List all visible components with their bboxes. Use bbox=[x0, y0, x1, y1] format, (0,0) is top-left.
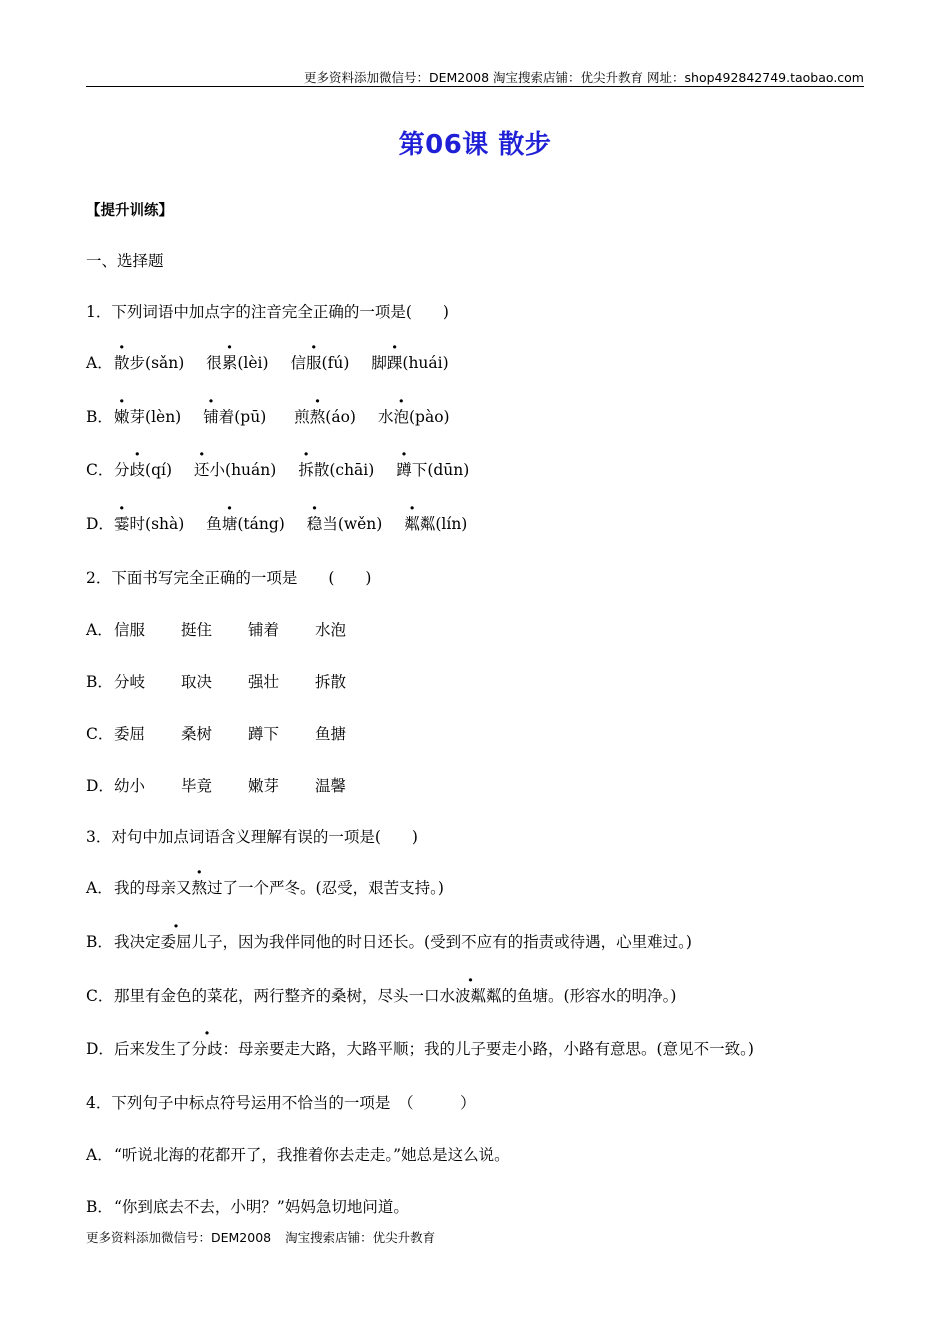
option-word: 蹲下 bbox=[248, 725, 280, 743]
dotted-word: 委屈 bbox=[160, 933, 192, 951]
option-text: “你到底去不去，小明？”妈妈急切地问道。 bbox=[114, 1198, 409, 1216]
option-word: 信服 bbox=[114, 621, 146, 639]
option-word: 取决 bbox=[181, 673, 213, 691]
q3-option-a bbox=[86, 878, 444, 898]
word-rest: (fú) bbox=[321, 354, 350, 372]
word-rest: 当(wěn) bbox=[322, 515, 383, 533]
option-word: 嫩芽 bbox=[248, 777, 280, 795]
dotted-char: 粼 bbox=[404, 515, 420, 533]
option-label: A． bbox=[86, 879, 113, 897]
word-rest: (áo) bbox=[325, 408, 356, 426]
word-rest: 步(sǎn) bbox=[129, 354, 185, 372]
option-word bbox=[206, 353, 268, 373]
word-part: 分 bbox=[114, 461, 130, 479]
sentence-post: 过了一个严冬。(忍受，艰苦支持。) bbox=[207, 879, 444, 897]
word-rest: 着(pū) bbox=[218, 408, 267, 426]
option-word bbox=[114, 514, 184, 534]
q1-option-a bbox=[86, 353, 471, 373]
option-word bbox=[203, 407, 266, 427]
option-word: 委屈 bbox=[114, 725, 146, 743]
option-word: 水泡 bbox=[315, 621, 347, 639]
option-label: C． bbox=[86, 725, 114, 743]
option-text: “听说北海的花都开了，我推着你去走走。”她总是这么说。 bbox=[114, 1146, 510, 1164]
sentence-post: 儿子，因为我伴同他的时日还长。(受到不应有的指责或待遇，心里难过。) bbox=[191, 933, 692, 951]
option-word bbox=[291, 353, 350, 373]
word-rest: (huái) bbox=[402, 354, 449, 372]
sentence-pre: 后来发生了 bbox=[114, 1040, 192, 1058]
dotted-char: 踝 bbox=[386, 354, 403, 372]
option-word: 幼小 bbox=[114, 777, 146, 795]
q1-option-b bbox=[86, 407, 472, 427]
q2-option-d bbox=[86, 776, 382, 796]
sentence-post: 的鱼塘。(形容水的明净。) bbox=[501, 987, 677, 1005]
option-label: B． bbox=[86, 933, 113, 951]
word-rest: 小(huán) bbox=[209, 461, 277, 479]
option-word bbox=[378, 407, 450, 427]
q3-option-c bbox=[86, 986, 676, 1006]
option-label: D． bbox=[86, 1040, 114, 1058]
q1-option-d bbox=[86, 514, 489, 534]
q3-option-b bbox=[86, 932, 692, 952]
option-word bbox=[114, 407, 181, 427]
option-word: 拆散 bbox=[315, 673, 347, 691]
q4-stem: 4．下列句子中标点符号运用不恰当的一项是 （ ） bbox=[86, 1094, 476, 1112]
dotted-char: 歧 bbox=[129, 461, 146, 479]
dotted-char: 累 bbox=[221, 354, 238, 372]
word-part: 煎 bbox=[294, 408, 310, 426]
option-word: 分岐 bbox=[114, 673, 146, 691]
lesson-title: 第06课 散步 bbox=[398, 130, 552, 160]
q3-option-d bbox=[86, 1039, 754, 1059]
word-rest: 时(shà) bbox=[129, 515, 185, 533]
word-part: 鱼 bbox=[206, 515, 222, 533]
word-rest: 散(chāi) bbox=[313, 461, 375, 479]
word-rest: (táng) bbox=[237, 515, 285, 533]
q2-option-b bbox=[86, 672, 382, 692]
dotted-word: 分歧 bbox=[191, 1040, 223, 1058]
word-rest: (lèi) bbox=[237, 354, 269, 372]
option-word: 挺住 bbox=[181, 621, 213, 639]
part-heading: 一、选择题 bbox=[86, 252, 164, 270]
dotted-char: 铺 bbox=[203, 408, 219, 426]
option-word bbox=[194, 460, 276, 480]
dotted-char: 还 bbox=[194, 461, 210, 479]
option-word: 毕竟 bbox=[181, 777, 213, 795]
dotted-char: 稳 bbox=[306, 515, 323, 533]
dotted-char: 塘 bbox=[221, 515, 238, 533]
q1-option-c bbox=[86, 460, 491, 480]
option-label: B． bbox=[86, 408, 113, 426]
option-label: C． bbox=[86, 461, 114, 479]
option-word: 桑树 bbox=[181, 725, 213, 743]
word-rest: (pào) bbox=[408, 408, 450, 426]
option-word bbox=[298, 460, 374, 480]
dotted-char: 蹲 bbox=[396, 461, 412, 479]
section-heading: 【提升训练】 bbox=[86, 203, 173, 219]
option-label: B． bbox=[86, 1198, 113, 1216]
option-word bbox=[396, 460, 469, 480]
q4-option-b bbox=[86, 1197, 409, 1217]
word-part: 信 bbox=[290, 354, 307, 372]
dotted-word: 熬 bbox=[191, 879, 208, 897]
q3-stem: 3．对句中加点词语含义理解有误的一项是( ) bbox=[86, 828, 418, 846]
footer-shop: 淘宝搜索店铺：优尖升教育 bbox=[285, 1230, 436, 1245]
option-label: A． bbox=[86, 621, 113, 639]
dotted-char: 泡 bbox=[393, 408, 409, 426]
option-word bbox=[206, 514, 285, 534]
word-part: 很 bbox=[206, 354, 222, 372]
option-word bbox=[371, 353, 448, 373]
dotted-char: 散 bbox=[114, 354, 130, 372]
dotted-char: 霎 bbox=[114, 515, 130, 533]
option-word bbox=[114, 353, 184, 373]
option-label: B． bbox=[86, 673, 113, 691]
dotted-word: 水波粼粼 bbox=[439, 987, 502, 1005]
word-rest: (qí) bbox=[145, 461, 173, 479]
word-rest: 粼(lín) bbox=[419, 515, 468, 533]
q1-stem: 1．下列词语中加点字的注音完全正确的一项是( ) bbox=[86, 303, 449, 321]
word-part: 脚 bbox=[371, 354, 387, 372]
option-word: 鱼搪 bbox=[315, 725, 347, 743]
word-rest: 下(dūn) bbox=[411, 461, 470, 479]
footer-wechat: 更多资料添加微信号：DEM2008 bbox=[86, 1230, 272, 1245]
option-label: C． bbox=[86, 987, 114, 1005]
option-word bbox=[114, 460, 172, 480]
option-label: D． bbox=[86, 777, 114, 795]
sentence-post: ：母亲要走大路，大路平顺；我的儿子要走小路，小路有意思。(意见不一致。) bbox=[222, 1040, 754, 1058]
option-word: 强壮 bbox=[248, 673, 280, 691]
option-label: A． bbox=[86, 354, 113, 372]
header-divider bbox=[86, 86, 864, 87]
option-word bbox=[307, 514, 383, 534]
dotted-char: 熬 bbox=[309, 408, 326, 426]
page-header: 更多资料添加微信号：DEM2008 淘宝搜索店铺：优尖升教育 网址：shop492842749.taobao.com bbox=[303, 70, 864, 85]
q2-stem: 2．下面书写完全正确的一项是 ( ) bbox=[86, 569, 372, 587]
word-rest: 芽(lèn) bbox=[129, 408, 182, 426]
option-word bbox=[294, 407, 356, 427]
option-label: D． bbox=[86, 515, 114, 533]
q4-option-a bbox=[86, 1145, 510, 1165]
dotted-char: 服 bbox=[306, 354, 322, 372]
option-label: A． bbox=[86, 1146, 113, 1164]
word-part: 水 bbox=[377, 408, 394, 426]
q2-option-a bbox=[86, 620, 382, 640]
option-word: 铺着 bbox=[248, 621, 280, 639]
dotted-char: 拆 bbox=[298, 461, 314, 479]
sentence-pre: 我决定 bbox=[114, 933, 161, 951]
page-footer bbox=[86, 1228, 449, 1246]
dotted-char: 嫩 bbox=[114, 408, 130, 426]
sentence-pre: 我的母亲又 bbox=[114, 879, 192, 897]
option-word: 温馨 bbox=[315, 777, 347, 795]
sentence-pre: 那里有金色的菜花，两行整齐的桑树，尽头一口 bbox=[114, 987, 440, 1005]
option-word bbox=[404, 514, 467, 534]
q2-option-c bbox=[86, 724, 382, 744]
